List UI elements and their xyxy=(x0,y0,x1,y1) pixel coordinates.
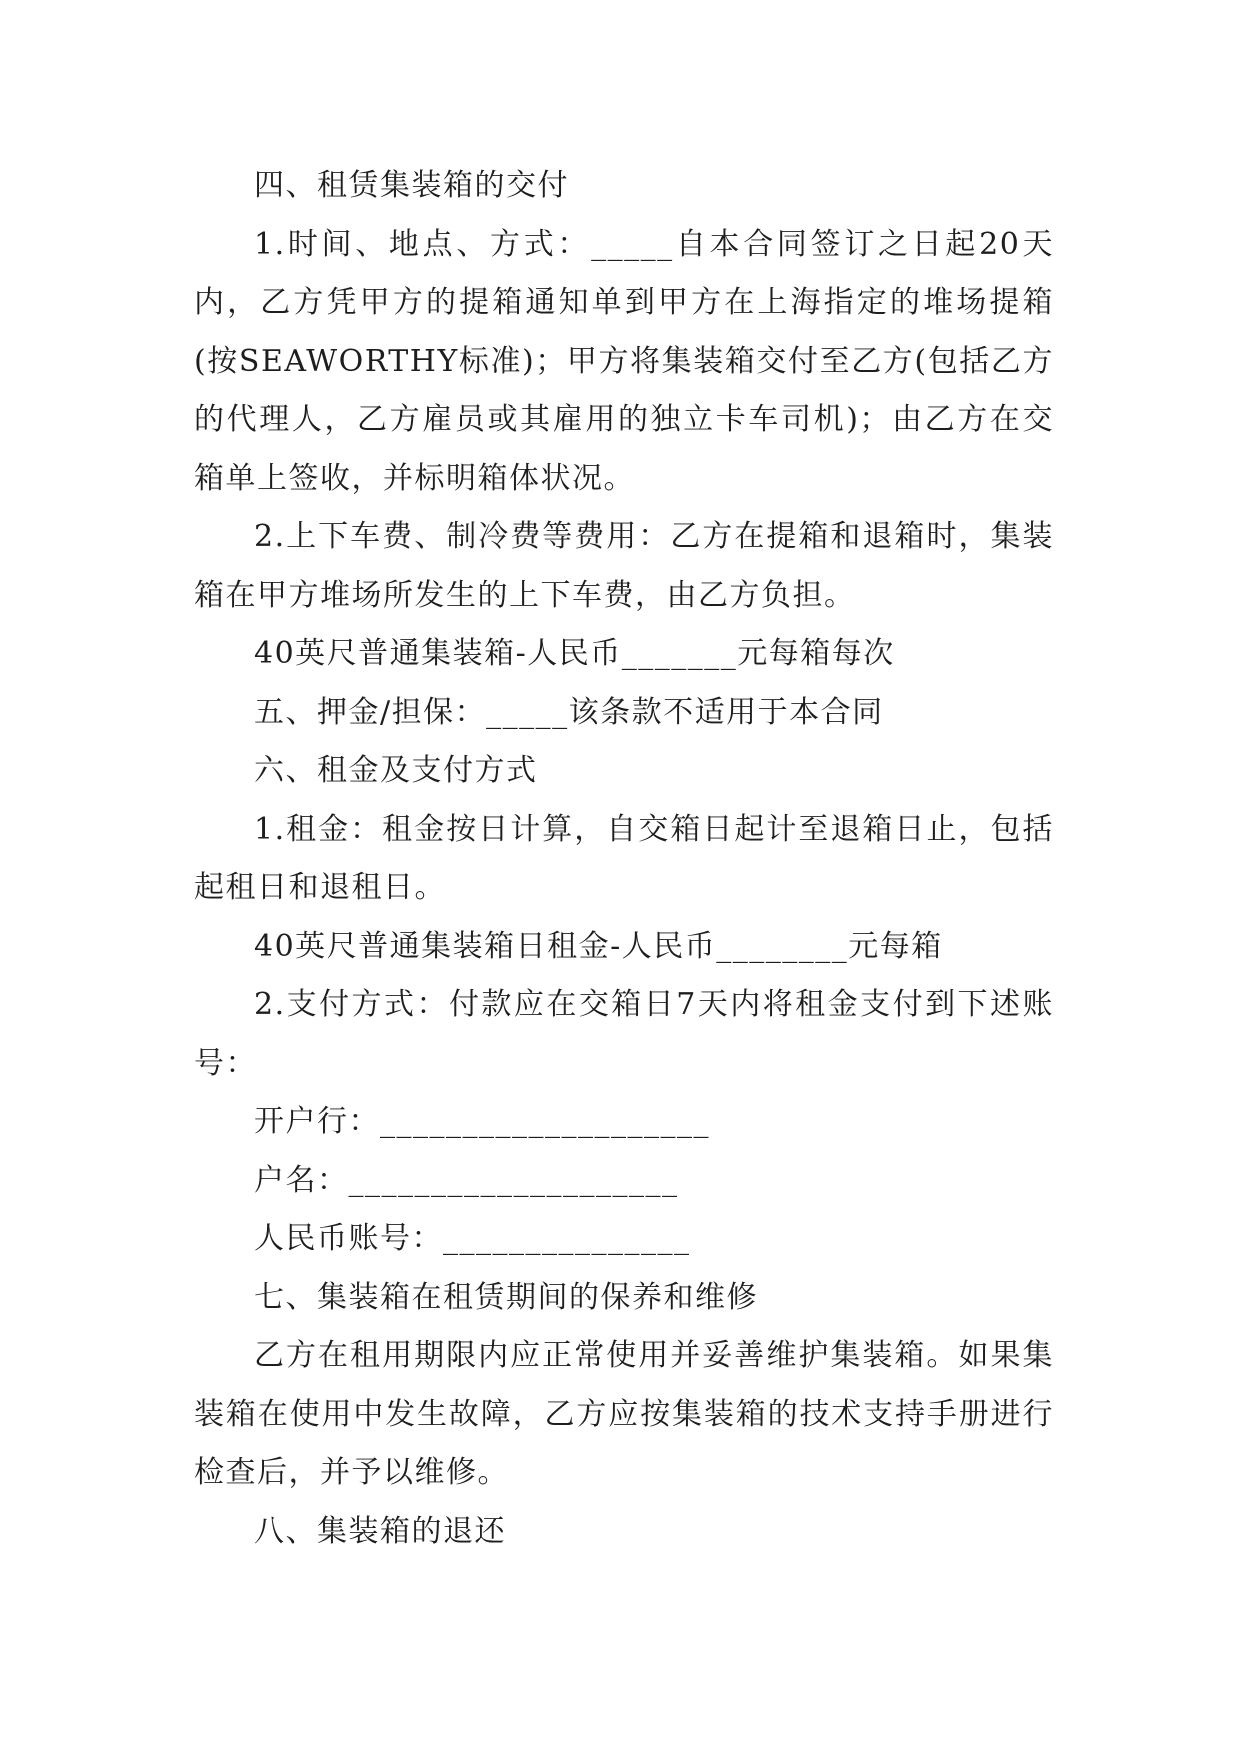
field-account-name: 户名：____________________ xyxy=(254,1162,679,1198)
clause-loading-fees: 2.上下车费、制冷费等费用：乙方在提箱和退箱时，集装箱在甲方堆场所发生的上下车费，由乙方负担。 xyxy=(194,519,1054,613)
field-bank: 开户行：____________________ xyxy=(254,1104,710,1139)
field-rmb-account-number: 人民币账号：_______________ xyxy=(254,1221,691,1256)
section-heading-return: 八、集装箱的退还 xyxy=(254,1513,506,1549)
clause-maintenance: 乙方在租用期限内应正常使用并妥善维护集装箱。如果集装箱在使用中发生故障，乙方应按集装箱的技术支持手册进行检查后，并予以维修。 xyxy=(194,1338,1054,1490)
clause-payment-method: 2.支付方式：付款应在交箱日7天内将租金支付到下述账号： xyxy=(194,987,1054,1081)
clause-rent: 1.租金：租金按日计算，自交箱日起计至退箱日止，包括起租日和退租日。 xyxy=(194,811,1054,905)
rent-line-40ft-container: 40英尺普通集装箱日租金-人民币________元每箱 xyxy=(254,928,943,964)
section-heading-rent-payment: 六、租金及支付方式 xyxy=(254,753,538,788)
document-page xyxy=(194,157,1054,1561)
clause-time-place-method: 1.时间、地点、方式：_____自本合同签订之日起20天内，乙方凭甲方的提箱通知单到甲方在上海指定的堆场提箱(按SEAWORTHY标准)；甲方将集装箱交付至乙方(包括乙方的代理人，乙方雇员或其雇用的独立卡车司机)；由乙方在交箱单上签收，并标明箱体状况。 xyxy=(194,226,1054,496)
section-heading-maintenance: 七、集装箱在租赁期间的保养和维修 xyxy=(254,1279,758,1315)
section-heading-deposit: 五、押金/担保：_____该条款不适用于本合同 xyxy=(254,694,884,730)
fee-line-40ft-container: 40英尺普通集装箱-人民币_______元每箱每次 xyxy=(254,636,895,671)
section-heading-delivery: 四、租赁集装箱的交付 xyxy=(254,168,569,203)
